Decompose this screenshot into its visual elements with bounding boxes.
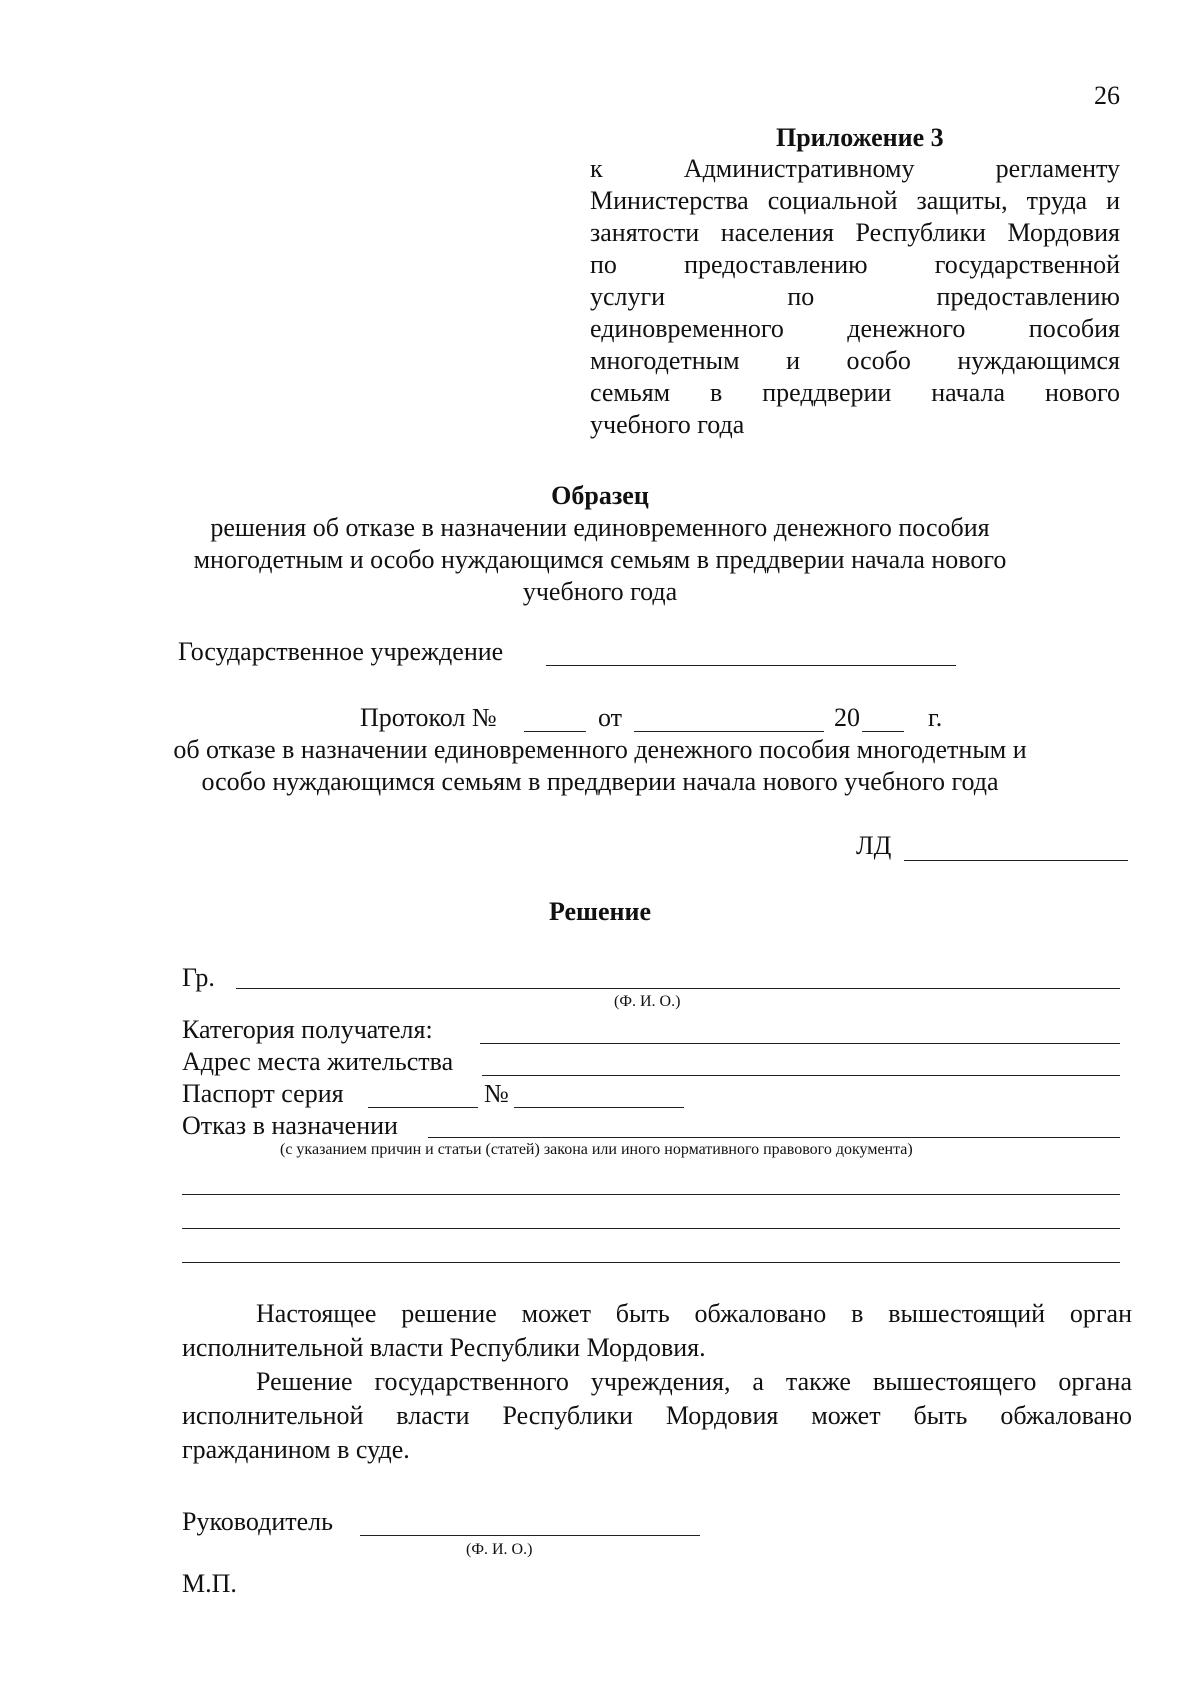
stamp-label: М.П. bbox=[182, 1569, 237, 1598]
passport-no-label: № bbox=[484, 1079, 509, 1108]
protocol-year-prefix: 20 bbox=[834, 703, 860, 732]
refusal-extra-line[interactable] bbox=[182, 1194, 1120, 1195]
protocol-subject-line: особо нуждающимся семьям в преддверии начала нового учебного года bbox=[201, 767, 999, 796]
refusal-field[interactable] bbox=[428, 1137, 1120, 1138]
address-label: Адрес места жительства bbox=[182, 1047, 454, 1076]
appeal-p2-line: гражданином в суде. bbox=[182, 1435, 410, 1464]
protocol-no-label: Протокол № bbox=[360, 703, 497, 732]
appeal-p1-line: исполнительной власти Республики Мордовия. bbox=[182, 1333, 706, 1362]
protocol-from-label: от bbox=[598, 703, 623, 732]
appeal-p1-line: Настоящее решение может быть обжаловано в вышестоящий орган bbox=[256, 1299, 1132, 1328]
category-field[interactable] bbox=[480, 1043, 1120, 1044]
sample-subtitle-line: многодетным и особо нуждающимся семьям в преддверии начала нового bbox=[193, 545, 1007, 574]
refusal-extra-line[interactable] bbox=[182, 1262, 1120, 1263]
appendix-line: Министерства социальной защиты, труда и bbox=[590, 186, 1120, 215]
appendix-line: к Административному регламенту bbox=[590, 154, 1120, 183]
category-label: Категория получателя: bbox=[182, 1015, 433, 1044]
protocol-year-field[interactable] bbox=[862, 731, 904, 732]
head-fio-hint: (Ф. И. О.) bbox=[466, 1541, 533, 1558]
ld-field[interactable] bbox=[904, 860, 1128, 861]
ld-label: ЛД bbox=[856, 831, 892, 860]
citizen-label: Гр. bbox=[182, 963, 215, 992]
protocol-subject-line: об отказе в назначении единовременного денежного пособия многодетным и bbox=[173, 735, 1027, 764]
institution-label: Государственное учреждение bbox=[178, 637, 504, 666]
passport-no-field[interactable] bbox=[514, 1107, 684, 1108]
citizen-fio-hint: (Ф. И. О.) bbox=[614, 993, 681, 1010]
head-signature-field[interactable] bbox=[360, 1535, 700, 1536]
protocol-year-suffix: г. bbox=[928, 703, 943, 732]
refusal-extra-line[interactable] bbox=[182, 1228, 1120, 1229]
protocol-no-field[interactable] bbox=[524, 731, 586, 732]
appendix-line: единовременного денежного пособия bbox=[590, 314, 1120, 343]
institution-field[interactable] bbox=[546, 665, 956, 666]
page-number: 26 bbox=[1094, 81, 1120, 110]
protocol-date-field[interactable] bbox=[634, 731, 824, 732]
appendix-line: семьям в преддверии начала нового bbox=[590, 378, 1120, 407]
citizen-field[interactable] bbox=[236, 988, 1120, 989]
passport-series-field[interactable] bbox=[368, 1107, 478, 1108]
decision-title: Решение bbox=[548, 897, 652, 926]
appendix-line: по предоставлению государственной bbox=[590, 250, 1120, 279]
sample-title: Образец bbox=[551, 481, 649, 510]
refusal-label: Отказ в назначении bbox=[182, 1111, 398, 1140]
refusal-hint: (с указанием причин и статьи (статей) закона или иного нормативного правового документа) bbox=[280, 1141, 913, 1158]
appendix-line: многодетным и особо нуждающимся bbox=[590, 346, 1120, 375]
appeal-p2-line: Решение государственного учреждения, а также вышестоящего органа bbox=[256, 1367, 1132, 1396]
appendix-line: занятости населения Республики Мордовия bbox=[590, 218, 1120, 247]
sample-subtitle-line: решения об отказе в назначении единовременного денежного пособия bbox=[210, 513, 990, 542]
appendix-line: услуги по предоставлению bbox=[590, 282, 1120, 311]
address-field[interactable] bbox=[482, 1075, 1120, 1076]
passport-series-label: Паспорт серия bbox=[182, 1079, 344, 1108]
sample-subtitle-line: учебного года bbox=[522, 577, 678, 606]
head-label: Руководитель bbox=[182, 1507, 333, 1536]
appendix-line: учебного года bbox=[590, 410, 745, 439]
appeal-p2-line: исполнительной власти Республики Мордовия может быть обжаловано bbox=[182, 1401, 1132, 1430]
appendix-title: Приложение 3 bbox=[776, 123, 944, 152]
